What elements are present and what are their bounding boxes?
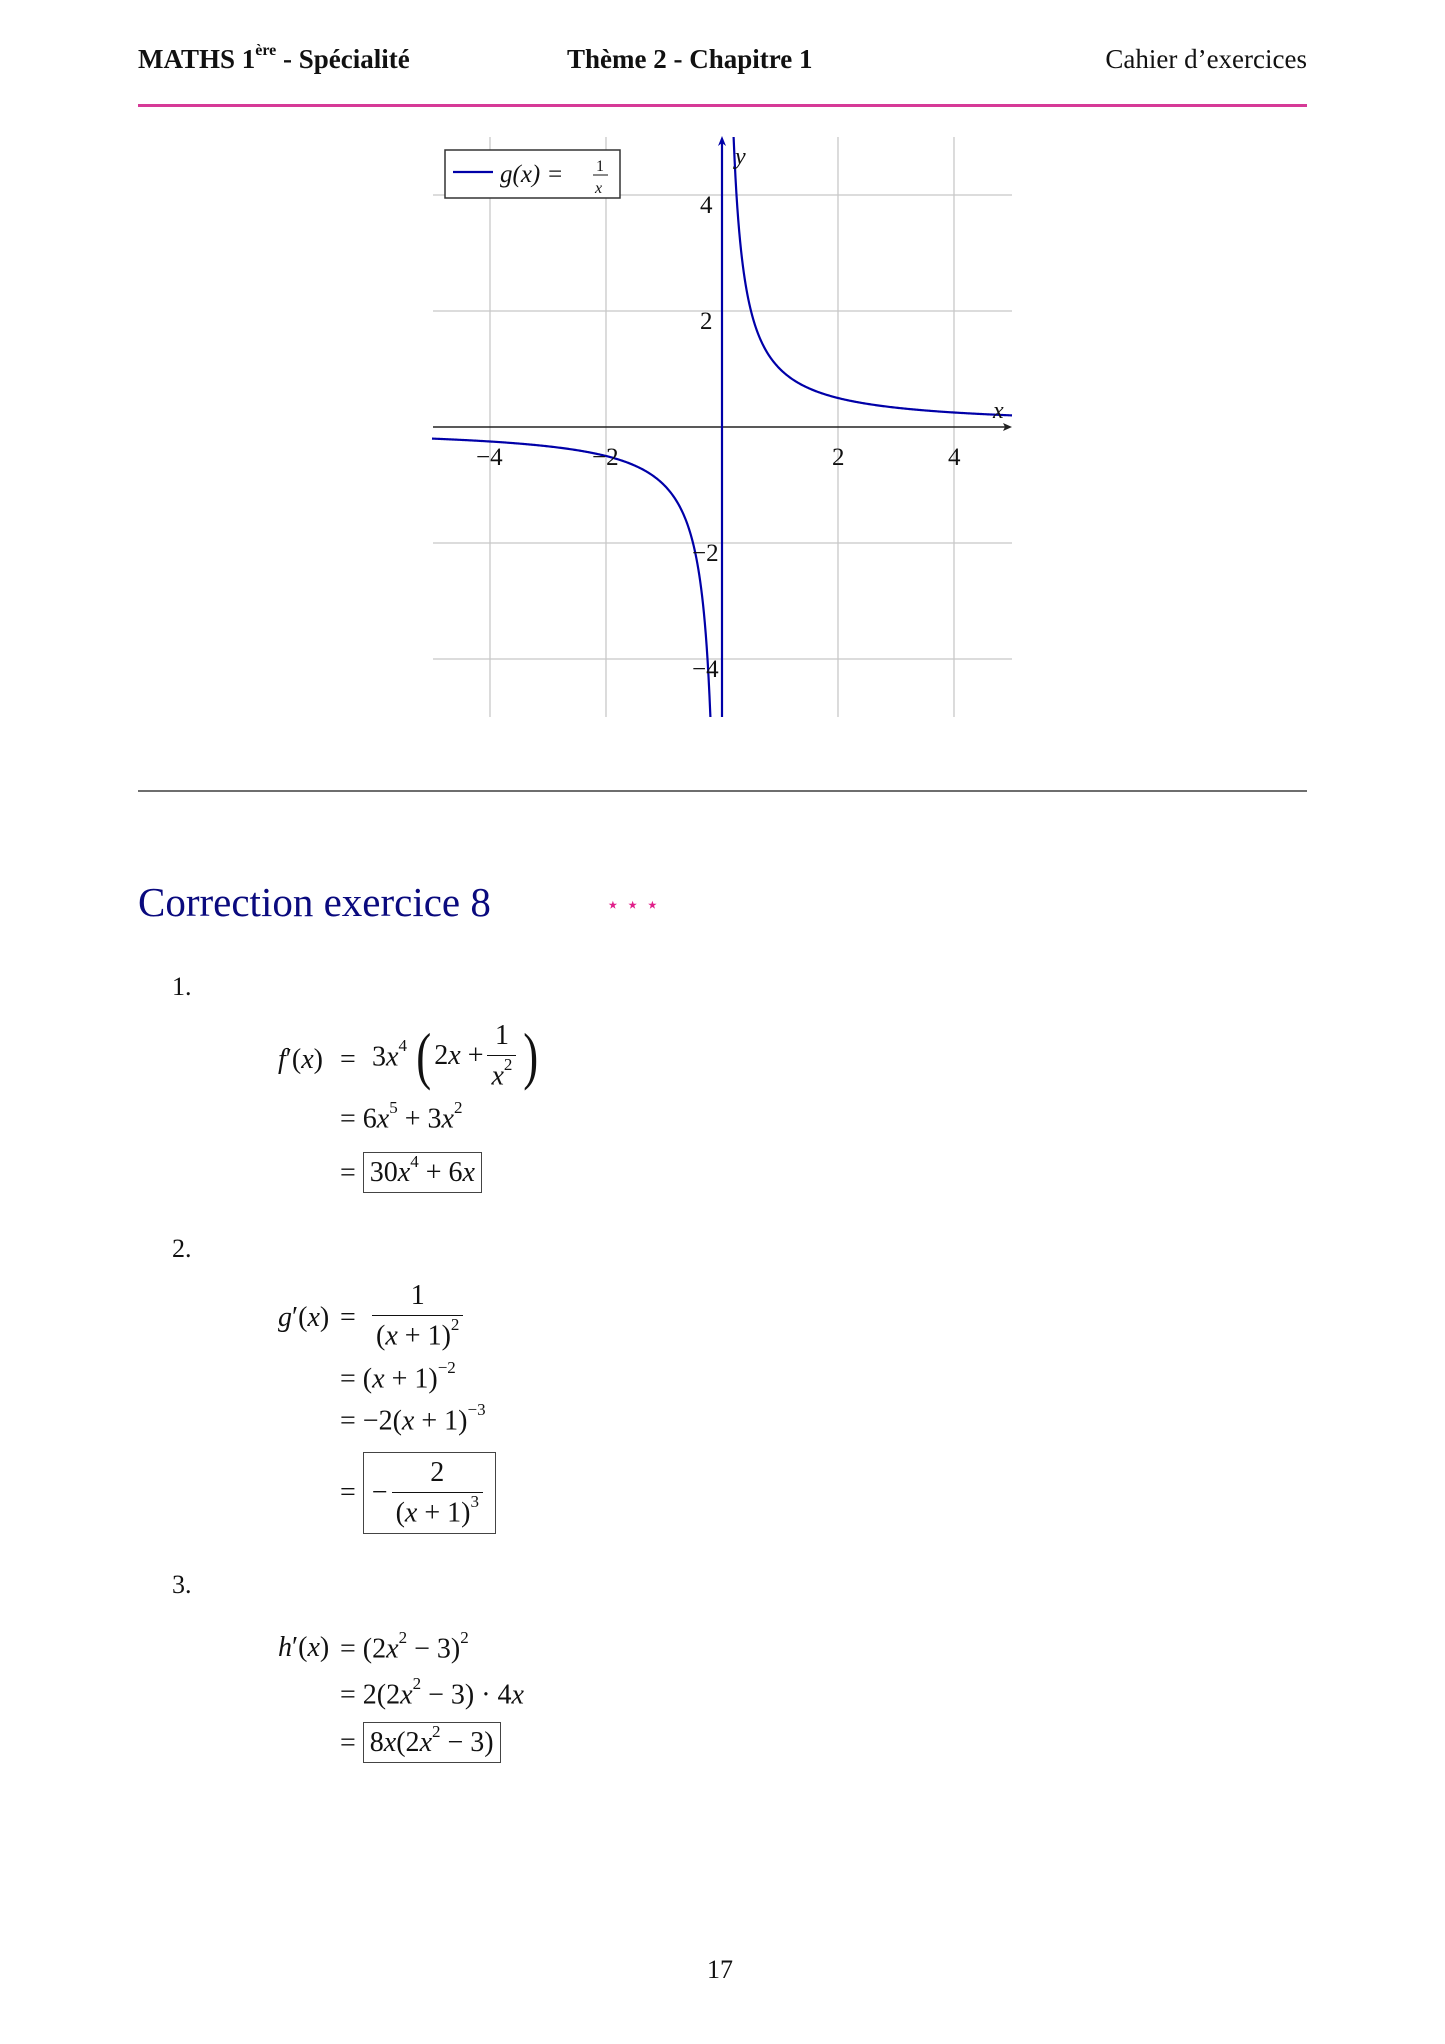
difficulty-stars-icon: ⋆⋆⋆ <box>606 893 666 918</box>
item-number: 3. <box>172 1570 192 1599</box>
item-number: 1. <box>172 972 192 1001</box>
item-number: 2. <box>172 1234 192 1263</box>
equation-line-2: = $(x + 1)^{-2}$ <box>340 1358 456 1395</box>
equation-line-1: = $(2x^2 - 3)^2$ <box>340 1628 469 1665</box>
equation-line-3: = $-2(x + 1)^{-3}$ <box>340 1400 486 1437</box>
x-tick-label: 2 <box>832 444 845 471</box>
course-level-sup: ère <box>255 42 277 59</box>
course-specialty: - Spécialité <box>276 44 410 74</box>
function-graph <box>0 0 1445 760</box>
equation-line-3: = $30x^4 + 6x$ <box>340 1156 482 1189</box>
curve-branch-positive <box>734 137 1012 415</box>
legend-frac-den: x <box>595 180 603 197</box>
x-axis-label: x <box>993 398 1004 424</box>
boxed-result: $8x(2x^2 - 3)$ <box>363 1722 501 1763</box>
y-axis-label: y <box>735 144 746 170</box>
y-tick-label: −4 <box>692 656 719 683</box>
section-separator <box>138 790 1307 792</box>
header-book-title: Cahier d’exercices <box>1105 44 1307 74</box>
y-tick-label: 2 <box>700 308 713 335</box>
equals-sign: = <box>340 1302 356 1333</box>
legend-frac-num: 1 <box>596 158 604 175</box>
y-tick-label: 4 <box>700 192 713 219</box>
y-tick-label: −2 <box>692 540 719 567</box>
section-title: Correction exercice 8 <box>138 879 491 925</box>
equation-line-2: = $6x^5 + 3x^2$ <box>340 1098 463 1135</box>
equals-sign: = <box>340 1044 356 1075</box>
header-chapter: Thème 2 - Chapitre 1 <box>567 44 813 74</box>
legend-label: g(x) = <box>500 161 564 188</box>
x-tick-label: 4 <box>948 444 961 471</box>
curve-branch-negative <box>432 439 710 717</box>
equation-lhs: g′(x) <box>278 1302 330 1333</box>
course-name: MATHS 1 <box>138 44 256 74</box>
x-tick-label: −2 <box>592 444 619 471</box>
equation-line-2: = $2(2x^2 - 3) \cdot 4x$ <box>340 1674 524 1711</box>
page-number: 17 <box>707 1955 733 1984</box>
boxed-result: $30x^4 + 6x$ <box>363 1152 482 1193</box>
equation-lhs: h′(x) <box>278 1632 330 1663</box>
tick-labels <box>476 192 961 683</box>
equation-lhs: f′(x) <box>278 1044 323 1075</box>
equation-line-4: = − $\frac{2}{(x + 1)^3}$ <box>340 1452 496 1534</box>
equation-line-1: $\frac{1}{(x + 1)^2}$ <box>372 1280 463 1352</box>
equation-line-3: = $8x(2x^2 - 3)$ <box>340 1726 501 1759</box>
boxed-result: − $\frac{2}{(x + 1)^3}$ <box>363 1452 496 1534</box>
chart-legend <box>445 150 620 198</box>
equation-line-1: $3x^4$ ( 2x + $\frac{1}{x^2}$ ) <box>372 1020 539 1092</box>
x-tick-label: −4 <box>476 444 503 471</box>
